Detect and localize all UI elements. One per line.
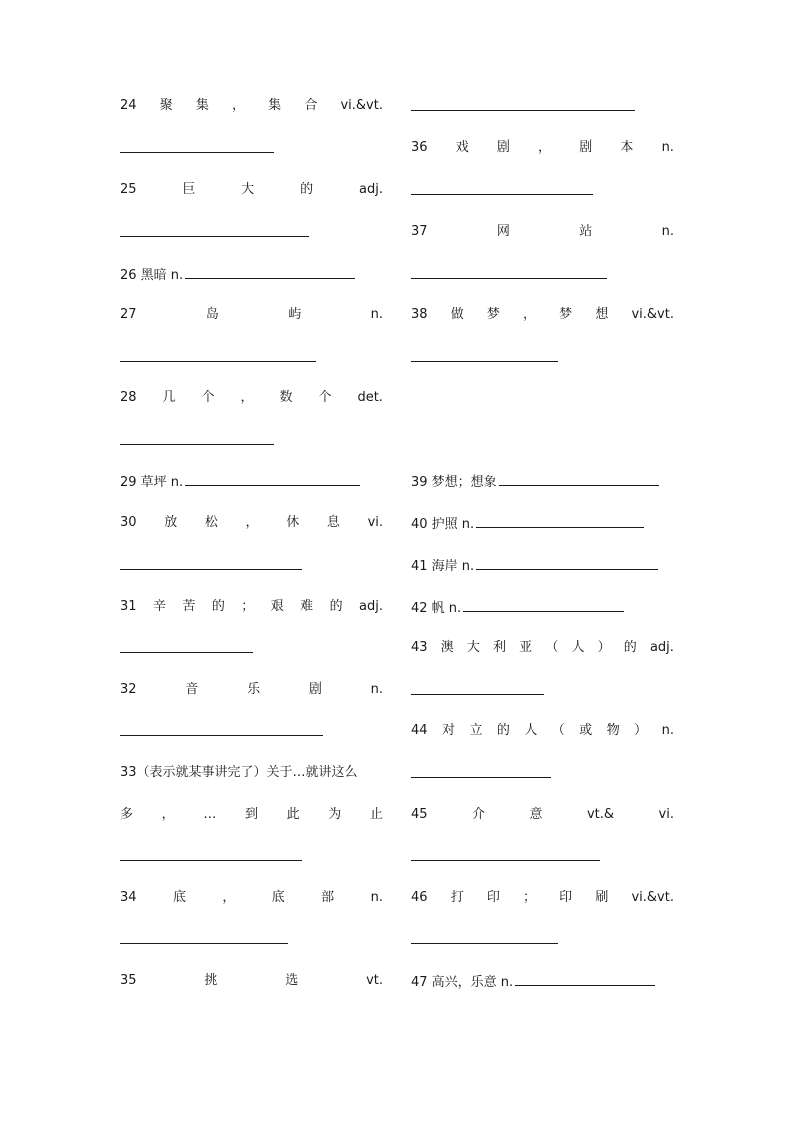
answer-blank[interactable]: [411, 846, 600, 861]
prompt-text: 剧: [579, 140, 593, 155]
vocab-line-29: [120, 471, 383, 491]
prompt-text: 梦: [486, 307, 500, 322]
prompt-text: 集: [268, 98, 282, 113]
prompt-text: n.: [370, 682, 383, 697]
prompt-text: 剧: [496, 140, 510, 155]
prompt-text: n.: [661, 224, 674, 239]
prompt-text: 多: [120, 807, 134, 822]
vocab-line-43: [411, 638, 674, 658]
prompt-text: 辛: [152, 599, 166, 614]
vocab-line-30: [120, 513, 383, 533]
prompt-text: 戏: [455, 140, 469, 155]
prompt-text: 乐: [247, 682, 261, 697]
answer-blank[interactable]: [120, 846, 302, 861]
prompt-text: 26 黑暗 n.: [120, 268, 184, 283]
prompt-text: 对: [441, 723, 455, 738]
prompt-text: 几: [162, 390, 176, 405]
answer-blank[interactable]: [185, 471, 360, 486]
answer-blank[interactable]: [120, 929, 288, 944]
prompt-text: 巨: [182, 182, 196, 197]
answer-blank[interactable]: [120, 555, 302, 570]
prompt-text: 松: [204, 515, 218, 530]
prompt-text: ）: [597, 640, 611, 655]
prompt-text: 网: [496, 224, 510, 239]
answer-blank[interactable]: [411, 929, 558, 944]
prompt-text: 底: [172, 890, 186, 905]
vocab-line-25: [120, 222, 383, 242]
answer-blank[interactable]: [411, 347, 558, 362]
prompt-text: adj.: [649, 640, 674, 655]
answer-blank[interactable]: [120, 638, 253, 653]
vocab-line-32: [120, 680, 383, 700]
vocab-line-44: [411, 763, 674, 783]
item-number: 24: [120, 98, 137, 113]
prompt-text: ，: [232, 98, 246, 113]
vocab-line-31: [120, 597, 383, 617]
answer-blank[interactable]: [120, 347, 316, 362]
prompt-text: 或: [579, 723, 593, 738]
prompt-text: 剧: [308, 682, 322, 697]
vocab-line-46: [411, 888, 674, 908]
prompt-text: 集: [195, 98, 209, 113]
prompt-text: ，: [222, 890, 236, 905]
item-number: 44: [411, 723, 428, 738]
vocab-line-44: [411, 721, 674, 741]
item-number: 43: [411, 640, 428, 655]
prompt-text: 印: [559, 890, 573, 905]
answer-blank[interactable]: [515, 971, 655, 986]
prompt-text: 印: [486, 890, 500, 905]
prompt-text: vt.: [366, 973, 383, 988]
prompt-text: 聚: [159, 98, 173, 113]
prompt-text: 此: [286, 807, 300, 822]
prompt-text: ）: [634, 723, 648, 738]
vocab-line-36: [411, 138, 674, 158]
prompt-text: 的: [211, 599, 225, 614]
prompt-text: （: [545, 640, 559, 655]
prompt-text: n.: [370, 890, 383, 905]
item-number: 31: [120, 599, 137, 614]
vocab-line-38: [411, 305, 674, 325]
prompt-text: 岛: [205, 307, 219, 322]
prompt-text: 部: [321, 890, 335, 905]
prompt-text: 音: [185, 682, 199, 697]
vocab-line-39: [411, 471, 674, 491]
answer-blank[interactable]: [411, 96, 635, 111]
answer-blank[interactable]: [476, 513, 644, 528]
answer-blank[interactable]: [411, 264, 607, 279]
vocab-line-41: [411, 555, 674, 575]
vocab-line-37: [411, 264, 674, 284]
prompt-text: 挑: [204, 973, 218, 988]
prompt-text: n.: [370, 307, 383, 322]
prompt-text: 底: [271, 890, 285, 905]
prompt-text: 亚: [519, 640, 533, 655]
prompt-text: 屿: [288, 307, 302, 322]
prompt-text: 想: [595, 307, 609, 322]
prompt-text: 的: [300, 182, 314, 197]
vocab-line-25: [120, 180, 383, 200]
prompt-text: 合: [304, 98, 318, 113]
prompt-text: 息: [326, 515, 340, 530]
vocab-line-35: [120, 971, 383, 991]
vocab-line-33: [120, 805, 383, 825]
prompt-text: 选: [285, 973, 299, 988]
vocab-line-33: [120, 763, 383, 783]
prompt-text: 的: [623, 640, 637, 655]
vocab-line-43: [411, 680, 674, 700]
prompt-text: vi.: [658, 807, 674, 822]
vocab-line-37: [411, 222, 674, 242]
answer-blank[interactable]: [120, 721, 323, 736]
prompt-text: 人: [571, 640, 585, 655]
prompt-text: 为: [328, 807, 342, 822]
prompt-text: 大: [241, 182, 255, 197]
prompt-text: 梦: [559, 307, 573, 322]
item-number: 37: [411, 224, 428, 239]
vocab-line-38: [411, 347, 674, 367]
prompt-text: 本: [620, 140, 634, 155]
prompt-text: adj.: [359, 599, 383, 614]
vocab-line-46: [411, 929, 674, 949]
prompt-text: ；: [523, 890, 537, 905]
answer-blank[interactable]: [120, 222, 309, 237]
prompt-text: 29 草坪 n.: [120, 475, 184, 490]
vocab-line-27: [120, 347, 383, 367]
answer-blank[interactable]: [411, 763, 551, 778]
vocab-line-34: [120, 888, 383, 908]
prompt-text: n.: [661, 140, 674, 155]
vocab-line-33: [120, 846, 383, 866]
prompt-text: 到: [244, 807, 258, 822]
prompt-text: …: [203, 807, 217, 822]
item-number: 36: [411, 140, 428, 155]
item-number: 46: [411, 890, 428, 905]
prompt-text: 数: [279, 390, 293, 405]
item-number: 28: [120, 390, 137, 405]
item-number: 27: [120, 307, 137, 322]
vocab-line-45: [411, 805, 674, 825]
vocab-line-26: [120, 264, 383, 284]
vocab-line-28: [120, 430, 383, 450]
item-number: 38: [411, 307, 428, 322]
vocab-line-31: [120, 638, 383, 658]
prompt-text: 利: [493, 640, 507, 655]
prompt-text: vt.&: [586, 807, 615, 822]
vocab-line-27: [120, 305, 383, 325]
prompt-text: ，: [523, 307, 537, 322]
answer-blank[interactable]: [411, 680, 544, 695]
prompt-text: 站: [579, 224, 593, 239]
vocab-line-42: [411, 597, 674, 617]
vocab-line-28: [120, 388, 383, 408]
prompt-text: vi.&vt.: [340, 98, 383, 113]
prompt-text: 40 护照 n.: [411, 517, 475, 532]
prompt-text: 人: [524, 723, 538, 738]
prompt-text: vi.: [367, 515, 383, 530]
item-number: 32: [120, 682, 137, 697]
prompt-text: det.: [357, 390, 383, 405]
answer-blank[interactable]: [476, 555, 658, 570]
prompt-text: 艰: [270, 599, 284, 614]
prompt-text: 澳: [440, 640, 454, 655]
prompt-text: （: [551, 723, 565, 738]
answer-blank[interactable]: [185, 264, 355, 279]
prompt-text: 止: [369, 807, 383, 822]
item-number: 45: [411, 807, 428, 822]
item-number: 30: [120, 515, 137, 530]
prompt-text: 难: [300, 599, 314, 614]
item-number: 34: [120, 890, 137, 905]
prompt-text: ，: [538, 140, 552, 155]
vocab-line-24: [411, 96, 674, 116]
prompt-text: ，: [240, 390, 254, 405]
prompt-text: 个: [201, 390, 215, 405]
vocab-line-24: [120, 138, 383, 158]
vocab-line-32: [120, 721, 383, 741]
prompt-text: 介: [472, 807, 486, 822]
vocab-line-34: [120, 929, 383, 949]
prompt-text: vi.&vt.: [631, 890, 674, 905]
prompt-text: vi.&vt.: [631, 307, 674, 322]
prompt-text: 的: [329, 599, 343, 614]
vocab-line-47: [411, 971, 674, 991]
prompt-text: 个: [318, 390, 332, 405]
prompt-text: 42 帆 n.: [411, 601, 462, 616]
vocab-line-24: [120, 96, 383, 116]
prompt-text: 休: [286, 515, 300, 530]
prompt-text: 放: [164, 515, 178, 530]
prompt-text: n.: [661, 723, 674, 738]
item-number: 35: [120, 973, 137, 988]
prompt-text: 刷: [595, 890, 609, 905]
vocab-line-30: [120, 555, 383, 575]
prompt-text: 大: [466, 640, 480, 655]
prompt-text: 立: [469, 723, 483, 738]
answer-blank[interactable]: [120, 430, 274, 445]
answer-blank[interactable]: [499, 471, 659, 486]
answer-blank[interactable]: [411, 180, 593, 195]
prompt-text: ，: [245, 515, 259, 530]
prompt-text: 意: [529, 807, 543, 822]
answer-blank[interactable]: [463, 597, 624, 612]
prompt-text: 39 梦想；想象: [411, 475, 497, 490]
vocab-line-36: [411, 180, 674, 200]
prompt-text: 打: [450, 890, 464, 905]
answer-blank[interactable]: [120, 138, 274, 153]
prompt-text: 做: [450, 307, 464, 322]
prompt-text: 的: [496, 723, 510, 738]
vocab-line-40: [411, 513, 674, 533]
prompt-text: 47 高兴，乐意 n.: [411, 975, 514, 990]
prompt-text: 41 海岸 n.: [411, 559, 475, 574]
prompt-text: ，: [161, 807, 175, 822]
prompt-text: 苦: [182, 599, 196, 614]
prompt-text: ；: [241, 599, 255, 614]
prompt-text: 33（表示就某事讲完了）关于…就讲这么: [120, 765, 358, 780]
prompt-text: 物: [606, 723, 620, 738]
prompt-text: adj.: [359, 182, 383, 197]
item-number: 25: [120, 182, 137, 197]
vocab-line-45: [411, 846, 674, 866]
